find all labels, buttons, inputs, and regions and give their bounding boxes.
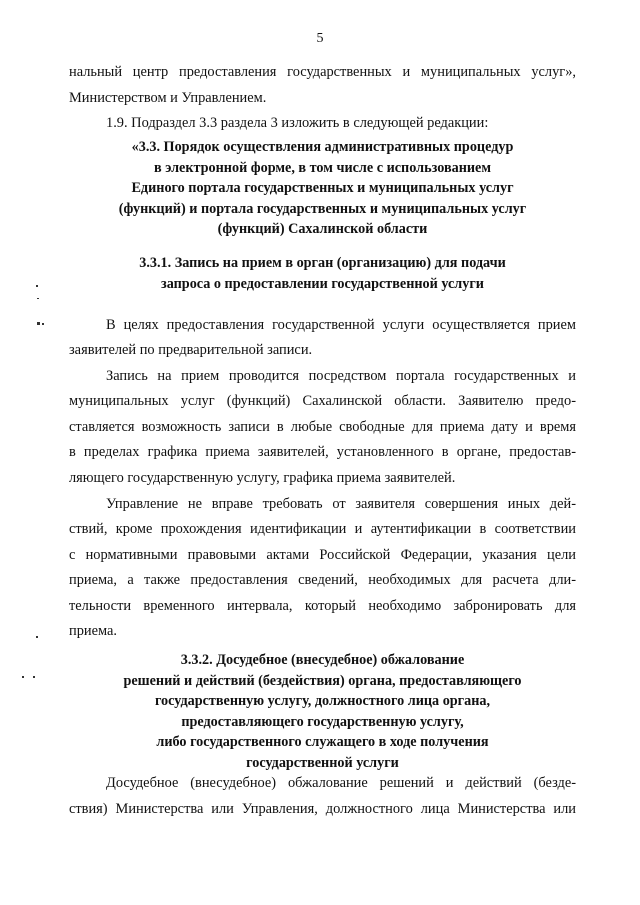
paragraph-line: тельности временного интервала, который необходимо забронировать для (69, 598, 576, 614)
paragraph-line: с нормативными правовыми актами Российской Федерации, указания цели (69, 547, 576, 563)
heading-line: в электронной форме, в том числе с использованием (153, 159, 492, 176)
paragraph-line: ствий, кроме прохождения идентификации и аутентификации в соответствии (69, 521, 576, 537)
heading-line: «3.3. Порядок осуществления административных процедур (131, 139, 514, 155)
heading-line: Единого портала государственных и муниципальных услуг (131, 180, 514, 196)
section-3-3-1-heading (69, 253, 576, 294)
paragraph-line: Запись на прием проводится посредством портала государственных и (106, 368, 576, 384)
paragraph-line: муниципальных услуг (функций) Сахалинской области. Заявителю предо- (69, 393, 576, 409)
paragraph-line: заявителей по предварительной записи. (69, 342, 313, 358)
intro-line-1: нальный центр предоставления государственных и муниципальных услуг», (69, 64, 576, 80)
scan-speck (33, 676, 35, 678)
paragraph-line: в пределах графика приема заявителей, установленного в органе, предостав- (69, 444, 576, 460)
heading-line: (функций) Сахалинской области (217, 221, 428, 237)
section-3-3-2-heading (69, 650, 576, 773)
heading-line: запроса о предоставлении государственной услуги (161, 275, 484, 292)
scan-speck (42, 323, 44, 325)
intro-line-3: 1.9. Подраздел 3.3 раздела 3 изложить в следующей редакции: (106, 115, 489, 131)
heading-line: (функций) и портала государственных и муниципальных услуг (118, 200, 527, 217)
page-number: 5 (316, 31, 324, 46)
scan-speck (36, 285, 38, 287)
paragraph-line: приема. (69, 623, 117, 639)
paragraph-line: Управление не вправе требовать от заявителя совершения иных дей- (106, 496, 576, 512)
paragraph-line: Досудебное (внесудебное) обжалование решений и действий (безде- (106, 775, 576, 791)
paragraph-line: В целях предоставления государственной услуги осуществляется прием (106, 317, 576, 333)
paragraph-line: ствия) Министерства или Управления, должностного лица Министерства или (69, 801, 576, 817)
heading-line: 3.3.1. Запись на прием в орган (организацию) для подачи (139, 255, 506, 271)
heading-line: либо государственного служащего в ходе получения (156, 734, 489, 750)
scan-speck (37, 298, 39, 299)
scan-speck (37, 322, 40, 325)
paragraph-line: ляющего государственную услугу, графика приема заявителей. (69, 470, 456, 486)
scan-speck (36, 636, 38, 638)
paragraph-line: приема, а также предоставления сведений, необходимых для расчета дли- (69, 572, 576, 588)
intro-line-2: Министерством и Управлением. (69, 90, 267, 106)
heading-line: государственной услуги (246, 754, 399, 771)
heading-line: 3.3.2. Досудебное (внесудебное) обжалование (180, 652, 465, 668)
heading-line: государственную услугу, должностного лица органа, (154, 693, 491, 709)
scan-speck (22, 676, 24, 678)
section-3-3-heading (69, 137, 576, 240)
paragraph-line: ставляется возможность записи в любые свободные для приема дату и время (69, 419, 576, 435)
heading-line: решений и действий (бездействия) органа, предоставляющего (123, 672, 522, 689)
heading-line: предоставляющего государственную услугу, (181, 713, 464, 730)
